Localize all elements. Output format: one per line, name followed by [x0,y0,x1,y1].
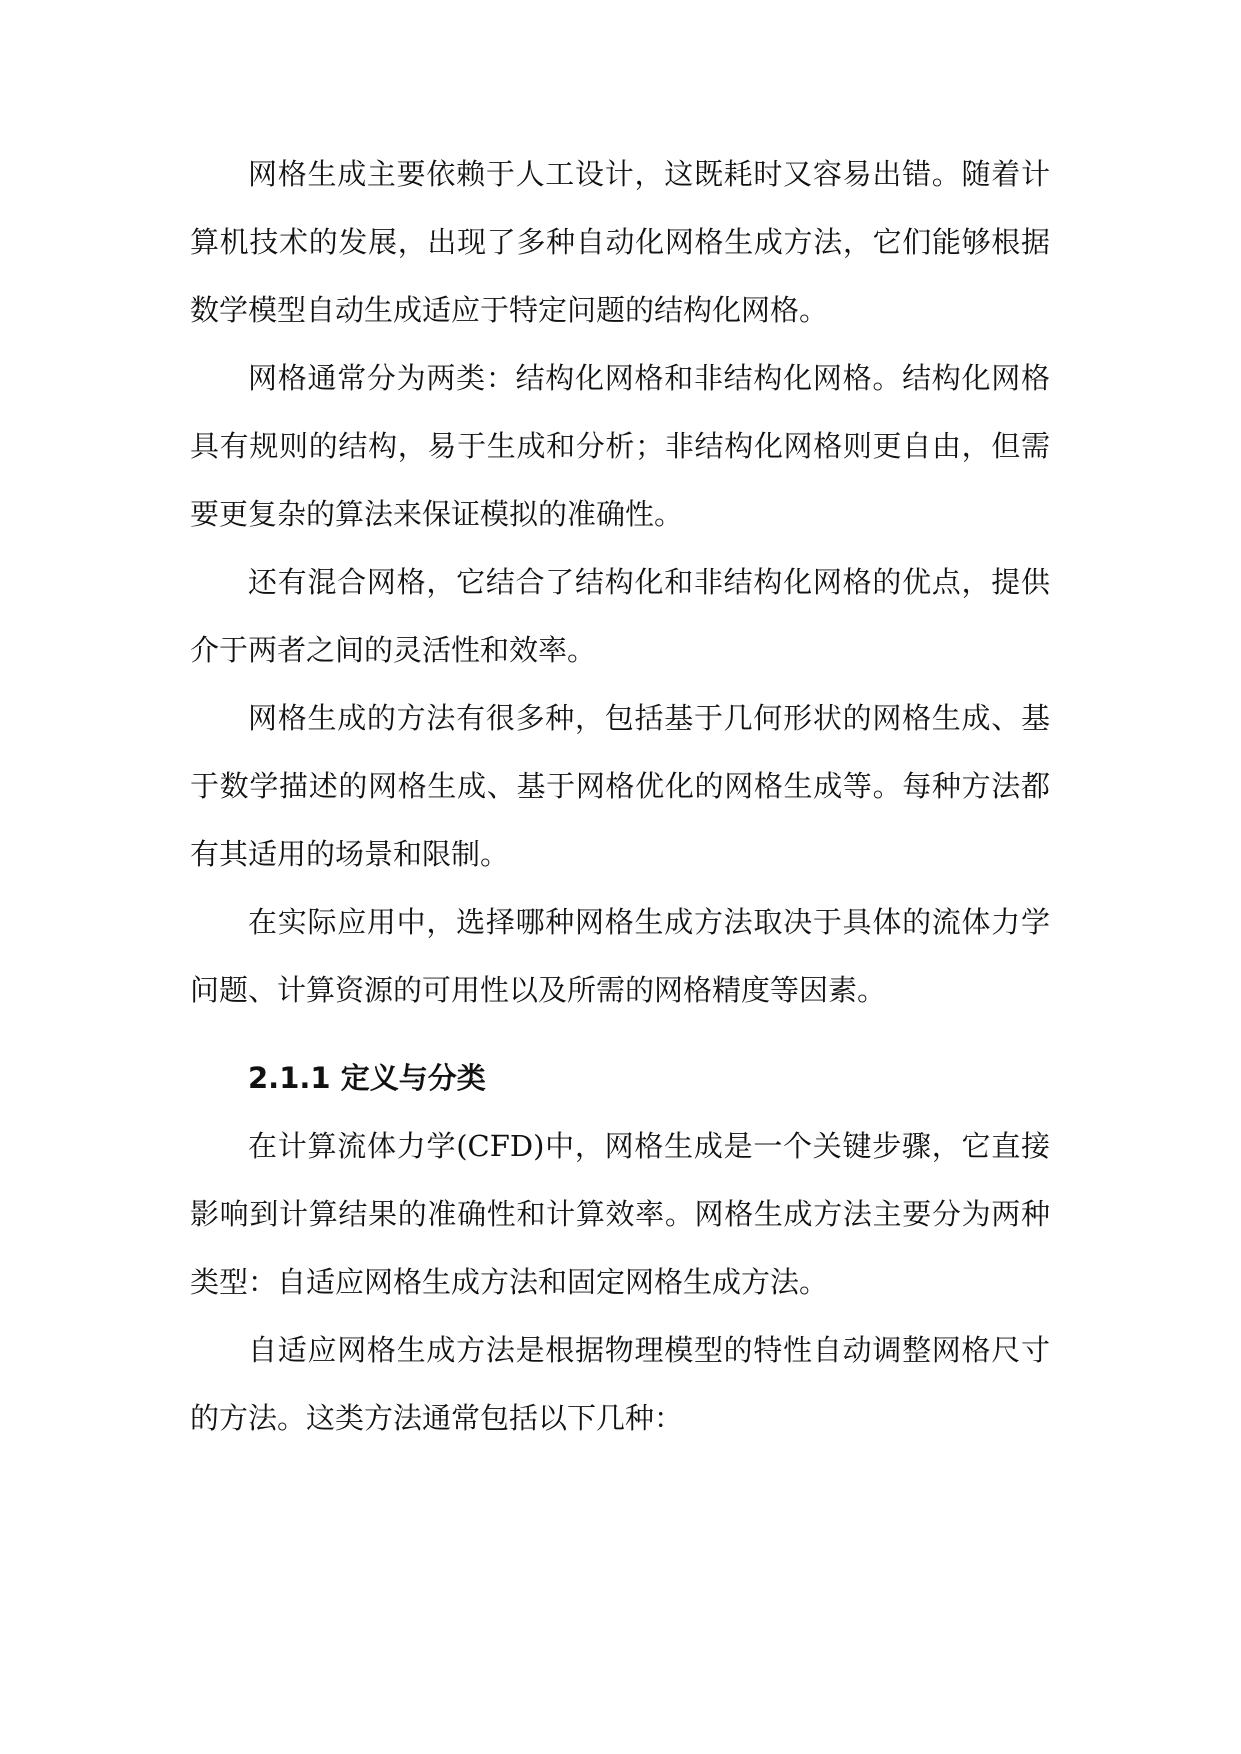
section-heading [190,1044,1050,1112]
body-paragraph: 网格生成主要依赖于人工设计，这既耗时又容易出错。随着计算机技术的发展，出现了多种自动化网格生成方法，它们能够根据数学模型自动生成适应于特定问题的结构化网格。 [190,157,1050,327]
body-paragraph: 在计算流体力学(CFD)中，网格生成是一个关键步骤，它直接影响到计算结果的准确性和计算效率。网格生成方法主要分为两种类型：自适应网格生成方法和固定网格生成方法。 [190,1129,1050,1299]
body-paragraph: 还有混合网格，它结合了结构化和非结构化网格的优点，提供介于两者之间的灵活性和效率。 [190,565,1050,667]
body-paragraph: 在实际应用中，选择哪种网格生成方法取决于具体的流体力学问题、计算资源的可用性以及所需的网格精度等因素。 [190,905,1050,1007]
body-paragraph: 自适应网格生成方法是根据物理模型的特性自动调整网格尺寸的方法。这类方法通常包括以下几种： [190,1333,1050,1435]
body-paragraph: 网格通常分为两类：结构化网格和非结构化网格。结构化网格具有规则的结构，易于生成和分析；非结构化网格则更自由，但需要更复杂的算法来保证模拟的准确性。 [190,361,1050,531]
body-paragraph: 网格生成的方法有很多种，包括基于几何形状的网格生成、基于数学描述的网格生成、基于网格优化的网格生成等。每种方法都有其适用的场景和限制。 [190,701,1050,871]
document-page [190,140,1050,1452]
section-title: 定义与分类 [340,1061,486,1095]
section-number: 2.1.1 [248,1061,331,1095]
